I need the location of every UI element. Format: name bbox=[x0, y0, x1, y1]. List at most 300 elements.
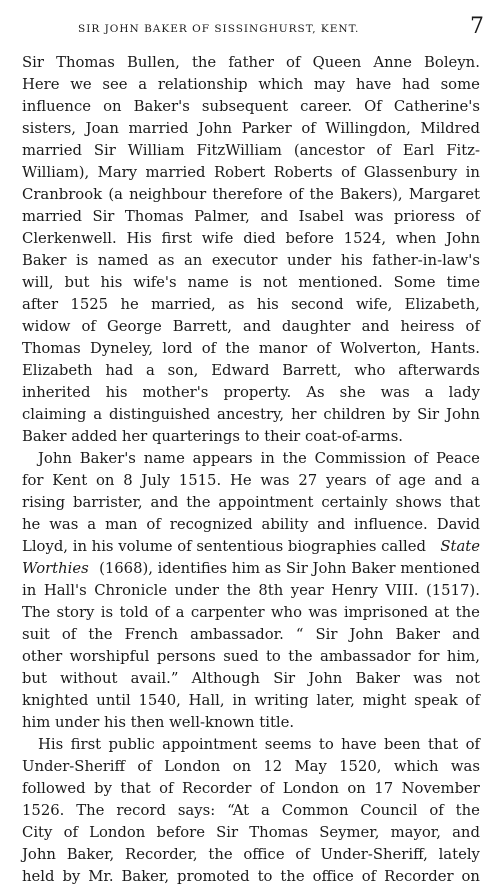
word: some bbox=[440, 76, 480, 93]
word: father-in-law's bbox=[372, 252, 480, 269]
word: married bbox=[22, 142, 82, 159]
word: recognized bbox=[169, 516, 253, 533]
word: is bbox=[100, 604, 114, 621]
text-line bbox=[22, 404, 480, 426]
word: on bbox=[461, 868, 480, 885]
word: is bbox=[239, 274, 252, 291]
word: of bbox=[465, 736, 480, 753]
word: Roberts bbox=[273, 164, 333, 181]
word: heiress bbox=[400, 318, 455, 335]
word: rising bbox=[22, 494, 66, 511]
word: John bbox=[198, 120, 233, 137]
running-head-title: SIR JOHN BAKER OF SISSINGHURST, KENT. bbox=[78, 23, 360, 35]
word: Thomas bbox=[22, 340, 81, 357]
word: 27 bbox=[298, 472, 318, 489]
line-text: him under his then well-known title. bbox=[22, 714, 295, 731]
word: ambassador bbox=[319, 648, 411, 665]
word: Dyneley, bbox=[90, 340, 154, 357]
word: appointment bbox=[162, 736, 258, 753]
word: by bbox=[94, 780, 112, 797]
word: Boleyn. bbox=[424, 54, 480, 71]
word: to bbox=[318, 736, 334, 753]
word: John bbox=[349, 626, 384, 643]
word: we bbox=[70, 76, 92, 93]
word: Parker bbox=[241, 120, 292, 137]
text-line bbox=[22, 756, 480, 778]
word: the bbox=[288, 648, 313, 665]
word: relationship bbox=[157, 76, 248, 93]
text-line bbox=[22, 866, 480, 888]
text-line bbox=[22, 250, 480, 272]
text-line bbox=[22, 536, 480, 558]
text-line bbox=[22, 602, 480, 624]
word: Sir bbox=[92, 208, 115, 225]
word: sisters, bbox=[22, 120, 76, 137]
word: “ bbox=[295, 626, 304, 643]
word: and bbox=[434, 472, 463, 489]
word: Recorder, bbox=[125, 846, 198, 863]
word: Baker bbox=[395, 626, 441, 643]
word: married, bbox=[151, 296, 216, 313]
word: a bbox=[93, 406, 103, 423]
word: a bbox=[424, 384, 434, 401]
word: the bbox=[191, 54, 217, 71]
word: and bbox=[361, 318, 390, 335]
paragraph-2 bbox=[22, 448, 480, 734]
word: which bbox=[258, 76, 304, 93]
text-line bbox=[22, 272, 480, 294]
word: His bbox=[38, 736, 64, 753]
word: not bbox=[262, 274, 288, 291]
word: without bbox=[60, 670, 118, 687]
word: Seymer, bbox=[319, 824, 380, 841]
word: by bbox=[392, 406, 411, 423]
word: under bbox=[174, 582, 220, 599]
word: in bbox=[260, 450, 275, 467]
word: who bbox=[354, 362, 386, 379]
word: record bbox=[116, 802, 166, 819]
word: (a bbox=[108, 186, 123, 203]
word: lord bbox=[162, 340, 193, 357]
word: London bbox=[89, 824, 146, 841]
word: of bbox=[201, 340, 217, 357]
word: second bbox=[291, 296, 344, 313]
word: Kent bbox=[52, 472, 88, 489]
word: Bakers), bbox=[340, 186, 403, 203]
word: that bbox=[427, 736, 459, 753]
word: of bbox=[465, 208, 480, 225]
word: Joan bbox=[85, 120, 119, 137]
word: was bbox=[354, 208, 384, 225]
text-line bbox=[22, 96, 480, 118]
text-line bbox=[22, 492, 480, 514]
word: 1515. bbox=[178, 472, 222, 489]
word: John bbox=[38, 450, 72, 467]
word: November bbox=[401, 780, 480, 797]
word: London bbox=[164, 758, 221, 775]
word: (1517). bbox=[426, 582, 480, 599]
word: career. bbox=[300, 98, 353, 115]
word: Baker bbox=[22, 252, 67, 269]
word: speak bbox=[414, 692, 458, 709]
word: Baker, bbox=[121, 868, 170, 885]
text-line bbox=[22, 448, 480, 470]
word: in bbox=[22, 582, 37, 599]
word: of bbox=[316, 340, 331, 357]
word: sued bbox=[223, 648, 259, 665]
word: Under-Sheriff, bbox=[320, 846, 428, 863]
word: Cranbrook bbox=[22, 186, 103, 203]
word: VIII. bbox=[385, 582, 419, 599]
running-head bbox=[0, 16, 500, 46]
line-text: Baker added her quarterings to their coat-of-arms. bbox=[22, 428, 404, 445]
text-line bbox=[22, 52, 480, 74]
word: a bbox=[138, 76, 148, 93]
text-line bbox=[22, 844, 480, 866]
text-line bbox=[22, 382, 480, 404]
word: for bbox=[418, 648, 440, 665]
word: French bbox=[124, 626, 179, 643]
word: the bbox=[186, 494, 211, 511]
italic-title-word: Worthies bbox=[22, 560, 89, 577]
text-line bbox=[22, 228, 480, 250]
text-line bbox=[22, 514, 480, 536]
word: until bbox=[96, 692, 131, 709]
word: wife bbox=[201, 230, 234, 247]
word: Sir bbox=[93, 142, 116, 159]
word: Sir bbox=[417, 406, 440, 423]
word: 1524, bbox=[343, 230, 387, 247]
word: the bbox=[309, 186, 334, 203]
text-line bbox=[22, 800, 480, 822]
word: of bbox=[301, 120, 316, 137]
word: inherited bbox=[22, 384, 91, 401]
word: appointment bbox=[218, 494, 314, 511]
word: Fitz- bbox=[446, 142, 480, 159]
word: avail.” bbox=[130, 670, 179, 687]
text-line bbox=[22, 668, 480, 690]
word: Thomas bbox=[56, 54, 115, 71]
word: Baker bbox=[355, 670, 400, 687]
word: of bbox=[159, 780, 174, 797]
word: ancestry, bbox=[217, 406, 285, 423]
word: the bbox=[455, 802, 480, 819]
word: when bbox=[395, 230, 437, 247]
line-text: Lloyd, in his volume of sententious biographies called bbox=[22, 538, 426, 555]
word: Barrett, bbox=[172, 318, 232, 335]
word: name bbox=[187, 274, 229, 291]
word: “At bbox=[227, 802, 250, 819]
word: writing bbox=[254, 692, 309, 709]
word: held bbox=[22, 868, 55, 885]
word: (ancestor bbox=[293, 142, 365, 159]
word: his bbox=[340, 252, 363, 269]
italic-title-word: State bbox=[440, 538, 480, 555]
word: afterwards bbox=[398, 362, 480, 379]
word: the bbox=[455, 604, 480, 621]
word: Commission bbox=[314, 450, 406, 467]
word: Clerkenwell. bbox=[22, 230, 117, 247]
word: Recorder bbox=[384, 868, 454, 885]
page-number: 7 bbox=[470, 14, 484, 39]
word: office bbox=[243, 846, 285, 863]
word: manor bbox=[258, 340, 308, 357]
word: The bbox=[22, 604, 51, 621]
word: time bbox=[446, 274, 480, 291]
word: that bbox=[120, 780, 151, 797]
word: to bbox=[257, 868, 273, 885]
word: a bbox=[87, 516, 97, 533]
word: of bbox=[288, 186, 304, 203]
word: the bbox=[282, 450, 307, 467]
word: Sir bbox=[273, 670, 296, 687]
word: Baker, bbox=[66, 846, 115, 863]
word: therefore bbox=[212, 186, 283, 203]
word: of bbox=[154, 604, 170, 621]
word: he bbox=[22, 516, 41, 533]
word: mayor, bbox=[390, 824, 441, 841]
word: first bbox=[70, 736, 102, 753]
word: executor bbox=[211, 252, 278, 269]
word: 1540, bbox=[138, 692, 181, 709]
word: the bbox=[226, 582, 251, 599]
word: John bbox=[308, 670, 343, 687]
text-line bbox=[22, 140, 480, 162]
word: not bbox=[455, 670, 480, 687]
word: of bbox=[295, 846, 310, 863]
word: July bbox=[141, 472, 170, 489]
word: but bbox=[64, 274, 90, 291]
word: The bbox=[76, 802, 105, 819]
word: Elizabeth, bbox=[404, 296, 480, 313]
word: Under-Sheriff bbox=[22, 758, 126, 775]
word: his bbox=[105, 384, 128, 401]
text-line bbox=[22, 294, 480, 316]
text-line bbox=[22, 162, 480, 184]
word: influence. bbox=[354, 516, 428, 533]
word: 8th bbox=[258, 582, 284, 599]
word: Sir bbox=[216, 824, 239, 841]
word: was bbox=[308, 604, 338, 621]
word: year bbox=[290, 582, 324, 599]
word: had bbox=[105, 362, 134, 379]
word: Anne bbox=[373, 54, 412, 71]
word: and bbox=[260, 208, 289, 225]
word: after bbox=[22, 296, 59, 313]
word: his bbox=[100, 274, 123, 291]
word: neighbour bbox=[129, 186, 207, 203]
word: says: bbox=[177, 802, 216, 819]
word: subsequent bbox=[201, 98, 289, 115]
paragraph-3 bbox=[22, 734, 480, 888]
text-line bbox=[22, 778, 480, 800]
text-line bbox=[22, 118, 480, 140]
word: Hall's bbox=[43, 582, 87, 599]
word: Sir bbox=[22, 54, 44, 71]
word: public bbox=[108, 736, 155, 753]
word: of bbox=[61, 626, 77, 643]
word: Earl bbox=[402, 142, 435, 159]
word: Catherine's bbox=[393, 98, 480, 115]
word: at bbox=[434, 604, 450, 621]
word: on bbox=[103, 98, 122, 115]
word: Some bbox=[393, 274, 436, 291]
word: his bbox=[256, 296, 279, 313]
word: He bbox=[229, 472, 252, 489]
word: age bbox=[398, 472, 426, 489]
word: ability bbox=[261, 516, 309, 533]
word: of bbox=[63, 824, 78, 841]
word: of bbox=[341, 164, 356, 181]
text-line bbox=[22, 426, 480, 448]
word: FitzWilliam bbox=[196, 142, 282, 159]
word: wife's bbox=[133, 274, 177, 291]
word: Thomas bbox=[249, 824, 309, 841]
word: Elizabeth bbox=[22, 362, 93, 379]
word: William bbox=[127, 142, 185, 159]
word: 12 bbox=[263, 758, 283, 775]
word: of bbox=[286, 54, 301, 71]
word: Although bbox=[191, 670, 260, 687]
word: Mary bbox=[97, 164, 138, 181]
word: influence bbox=[22, 98, 91, 115]
word: man bbox=[105, 516, 138, 533]
word: but bbox=[22, 670, 47, 687]
word: ambassador. bbox=[190, 626, 284, 643]
word: which bbox=[393, 758, 439, 775]
word: Hants. bbox=[430, 340, 480, 357]
word: Wolverton, bbox=[340, 340, 422, 357]
word: daughter bbox=[281, 318, 351, 335]
word: the bbox=[208, 846, 233, 863]
word: widow bbox=[22, 318, 71, 335]
word: married bbox=[145, 164, 206, 181]
word: Palmer, bbox=[194, 208, 250, 225]
word: Isabel bbox=[298, 208, 344, 225]
word: and bbox=[452, 824, 480, 841]
word: lately bbox=[438, 846, 480, 863]
word: shows bbox=[395, 494, 442, 511]
word: and bbox=[150, 494, 179, 511]
word: have bbox=[341, 736, 377, 753]
word: her bbox=[291, 406, 317, 423]
word: Recorder bbox=[181, 780, 252, 797]
word: Margaret bbox=[408, 186, 480, 203]
word: of bbox=[361, 868, 377, 885]
word: of bbox=[259, 780, 275, 797]
word: office bbox=[312, 868, 354, 885]
word: Bullen, bbox=[126, 54, 180, 71]
word: property. bbox=[223, 384, 292, 401]
word: of bbox=[81, 318, 96, 335]
word: suit bbox=[22, 626, 50, 643]
word: Of bbox=[364, 98, 382, 115]
word: followed bbox=[22, 780, 86, 797]
word: might bbox=[362, 692, 407, 709]
word: mother's bbox=[142, 384, 209, 401]
word: Queen bbox=[312, 54, 362, 71]
word: named bbox=[97, 252, 149, 269]
text-line bbox=[22, 646, 480, 668]
word: Thomas bbox=[124, 208, 184, 225]
word: an bbox=[183, 252, 203, 269]
word: Baker's bbox=[133, 98, 190, 115]
word: John bbox=[446, 230, 480, 247]
word: Common bbox=[281, 802, 349, 819]
word: was bbox=[49, 516, 79, 533]
word: she bbox=[339, 384, 366, 401]
word: before bbox=[285, 230, 334, 247]
word: mentioned. bbox=[298, 274, 383, 291]
word: May bbox=[294, 758, 327, 775]
word: Baker's bbox=[79, 450, 136, 467]
word: later, bbox=[316, 692, 355, 709]
word: Chronicle bbox=[94, 582, 168, 599]
word: Barrett, bbox=[282, 362, 342, 379]
text-line bbox=[22, 184, 480, 206]
text-line bbox=[22, 712, 480, 734]
word: that bbox=[449, 494, 480, 511]
word: of bbox=[465, 318, 480, 335]
word: a bbox=[175, 604, 185, 621]
word: Peace bbox=[436, 450, 480, 467]
word: claiming bbox=[22, 406, 87, 423]
word: a bbox=[261, 802, 270, 819]
word: may bbox=[313, 76, 346, 93]
word: a bbox=[146, 362, 155, 379]
word: in bbox=[465, 164, 480, 181]
word: wife, bbox=[355, 296, 393, 313]
line-text: (1668), identifies him as Sir John Baker mentioned bbox=[94, 560, 480, 577]
word: and bbox=[317, 516, 346, 533]
text-line bbox=[22, 206, 480, 228]
word: other bbox=[22, 648, 63, 665]
word: years bbox=[325, 472, 367, 489]
word: worshipful bbox=[69, 648, 150, 665]
word: Robert bbox=[213, 164, 266, 181]
word: John bbox=[446, 406, 480, 423]
word: seems bbox=[264, 736, 312, 753]
word: before bbox=[156, 824, 205, 841]
word: John bbox=[22, 846, 56, 863]
text-line bbox=[22, 74, 480, 96]
word: Mildred bbox=[420, 120, 480, 137]
word: and bbox=[243, 318, 271, 335]
text-line bbox=[22, 734, 480, 756]
word: William), bbox=[22, 164, 90, 181]
word: prioress bbox=[393, 208, 456, 225]
word: been bbox=[384, 736, 421, 753]
word: Glassenbury bbox=[363, 164, 458, 181]
word: the bbox=[225, 340, 250, 357]
text-line bbox=[22, 690, 480, 712]
word: 1526. bbox=[22, 802, 65, 819]
word: Council bbox=[360, 802, 418, 819]
word: David bbox=[436, 516, 480, 533]
word: was bbox=[260, 472, 290, 489]
word: of bbox=[376, 142, 391, 159]
word: told bbox=[119, 604, 149, 621]
word: was bbox=[413, 670, 443, 687]
word: by bbox=[62, 868, 81, 885]
word: imprisoned bbox=[343, 604, 429, 621]
word: father bbox=[228, 54, 274, 71]
word: His bbox=[126, 230, 152, 247]
word: 17 bbox=[374, 780, 394, 797]
word: Edward bbox=[211, 362, 270, 379]
word: London bbox=[282, 780, 339, 797]
word: lady bbox=[448, 384, 480, 401]
